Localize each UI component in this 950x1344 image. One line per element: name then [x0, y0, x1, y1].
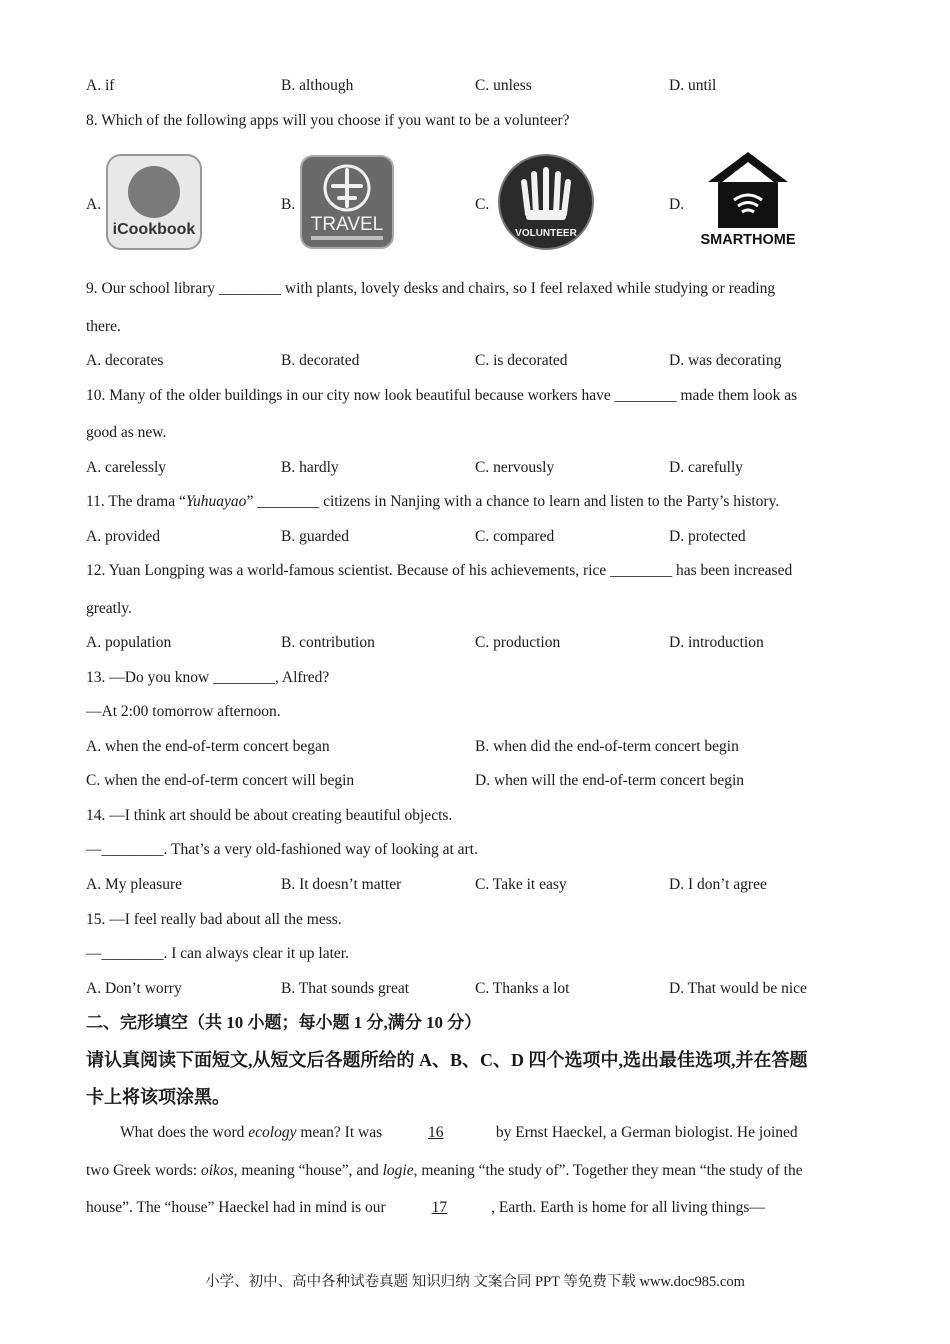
passage-text: by Ernst Haeckel, a German biologist. He joined — [492, 1124, 798, 1141]
q7-option-b[interactable]: B. although — [281, 77, 354, 94]
q11-option-d[interactable]: D. protected — [669, 528, 746, 545]
q15-question-line2: —________. I can always clear it up later. — [86, 945, 349, 962]
q11-option-a[interactable]: A. provided — [86, 528, 161, 545]
q8-label-b[interactable]: B. — [281, 196, 296, 213]
q12-option-d[interactable]: D. introduction — [669, 634, 764, 651]
smarthome-icon-text: SMARTHOME — [700, 232, 796, 248]
q11-question — [86, 492, 870, 512]
q12-question-line1: 12. Yuan Longping was a world-famous scientist. Because of his achievements, rice ________ has been increased — [86, 562, 793, 579]
q8-label-d[interactable]: D. — [669, 196, 685, 213]
q10-option-b[interactable]: B. hardly — [281, 459, 339, 476]
q9-option-a[interactable]: A. decorates — [86, 352, 164, 369]
q13-option-b[interactable]: B. when did the end-of-term concert begin — [475, 738, 739, 755]
q10-option-c[interactable]: C. nervously — [475, 459, 555, 476]
q13-option-c[interactable]: C. when the end-of-term concert will begin — [86, 772, 355, 789]
q14-option-c[interactable]: C. Take it easy — [475, 876, 567, 893]
q15-question-line1: 15. —I feel really bad about all the mess. — [86, 911, 342, 928]
blank-17[interactable]: 17 — [431, 1199, 448, 1216]
passage-text: , meaning “house”, and — [233, 1162, 383, 1179]
q10-question-line1: 10. Many of the older buildings in our city now look beautiful because workers have ________ made them look as — [86, 387, 798, 404]
q9-option-d[interactable]: D. was decorating — [669, 352, 782, 369]
passage-italic-word: oikos — [200, 1162, 234, 1179]
q14-question-line2: —________. That’s a very old-fashioned way of looking at art. — [86, 841, 478, 858]
q13-question-line2: —At 2:00 tomorrow afternoon. — [86, 703, 281, 720]
travel-app-icon[interactable] — [299, 152, 395, 252]
q8-label-c[interactable]: C. — [475, 196, 490, 213]
page-footer: 小学、初中、高中各种试卷真题 知识归纳 文案合同 PPT 等免费下载 www.doc985.com — [205, 1274, 745, 1290]
cookbook-icon-text: iCookbook — [112, 221, 196, 238]
q12-question-line2: greatly. — [86, 600, 132, 617]
q14-question-line1: 14. —I think art should be about creating beautiful objects. — [86, 807, 453, 824]
passage-text: What does the word — [120, 1124, 249, 1141]
q11-suffix: ” ________ citizens in Nanjing with a chance to learn and listen to the Party’s history. — [246, 493, 780, 510]
passage-line2 — [86, 1161, 870, 1181]
q8-label-a[interactable]: A. — [86, 196, 102, 213]
q11-prefix: 11. The drama “ — [86, 493, 186, 510]
q12-option-b[interactable]: B. contribution — [281, 634, 375, 651]
q15-option-a[interactable]: A. Don’t worry — [86, 980, 182, 997]
passage-text: house”. The “house” Haeckel had in mind is our — [86, 1199, 390, 1216]
q13-option-d[interactable]: D. when will the end-of-term concert begin — [475, 772, 745, 789]
q12-option-a[interactable]: A. population — [86, 634, 172, 651]
q12-option-c[interactable]: C. production — [475, 634, 561, 651]
passage-line1 — [120, 1123, 870, 1143]
q8-question: 8. Which of the following apps will you choose if you want to be a volunteer? — [86, 112, 570, 129]
q7-option-a[interactable]: A. if — [86, 77, 115, 94]
q14-option-a[interactable]: A. My pleasure — [86, 876, 182, 893]
q10-question-line2: good as new. — [86, 424, 167, 441]
travel-icon-text: TRAVEL — [310, 214, 384, 235]
volunteer-app-icon[interactable] — [496, 152, 596, 252]
smarthome-app-icon[interactable] — [700, 148, 796, 248]
q9-option-b[interactable]: B. decorated — [281, 352, 360, 369]
q14-option-d[interactable]: D. I don’t agree — [669, 876, 767, 893]
passage-italic-word: logie — [382, 1162, 414, 1179]
section2-title: 二、完形填空（共 10 小题；每小题 1 分,满分 10 分） — [86, 1013, 482, 1032]
q13-question-line1: 13. —Do you know ________, Alfred? — [86, 669, 330, 686]
q15-option-b[interactable]: B. That sounds great — [281, 980, 410, 997]
q9-option-c[interactable]: C. is decorated — [475, 352, 568, 369]
q11-option-b[interactable]: B. guarded — [281, 528, 350, 545]
q9-question-line2: there. — [86, 318, 121, 335]
passage-italic-word: ecology — [248, 1124, 297, 1141]
q7-option-d[interactable]: D. until — [669, 77, 717, 94]
q7-option-c[interactable]: C. unless — [475, 77, 532, 94]
q10-option-a[interactable]: A. carelessly — [86, 459, 167, 476]
passage-text: mean? It was — [296, 1124, 387, 1141]
q11-option-c[interactable]: C. compared — [475, 528, 555, 545]
q10-option-d[interactable]: D. carefully — [669, 459, 744, 476]
section2-instruction-line1: 请认真阅读下面短文,从短文后各题所给的 A、B、C、D 四个选项中,选出最佳选项,并在答题 — [86, 1050, 808, 1070]
q11-drama-title: Yuhuayao — [185, 493, 247, 510]
q9-question-line1: 9. Our school library ________ with plants, lovely desks and chairs, so I feel relaxed while studying or reading — [86, 280, 776, 297]
q13-option-a[interactable]: A. when the end-of-term concert began — [86, 738, 330, 755]
passage-text: , meaning “the study of”. Together they mean “the study of the — [413, 1162, 803, 1179]
q15-option-d[interactable]: D. That would be nice — [669, 980, 807, 997]
passage-text: two Greek words: — [86, 1162, 201, 1179]
blank-16[interactable]: 16 — [428, 1124, 444, 1141]
q14-option-b[interactable]: B. It doesn’t matter — [281, 876, 402, 893]
passage-text: , Earth. Earth is home for all living things— — [491, 1199, 765, 1216]
section2-instruction-line2: 卡上将该项涂黑。 — [86, 1087, 230, 1107]
q15-option-c[interactable]: C. Thanks a lot — [475, 980, 570, 997]
volunteer-icon-text: VOLUNTEER — [515, 228, 577, 239]
cookbook-app-icon[interactable] — [104, 152, 204, 252]
passage-line3 — [86, 1198, 870, 1218]
